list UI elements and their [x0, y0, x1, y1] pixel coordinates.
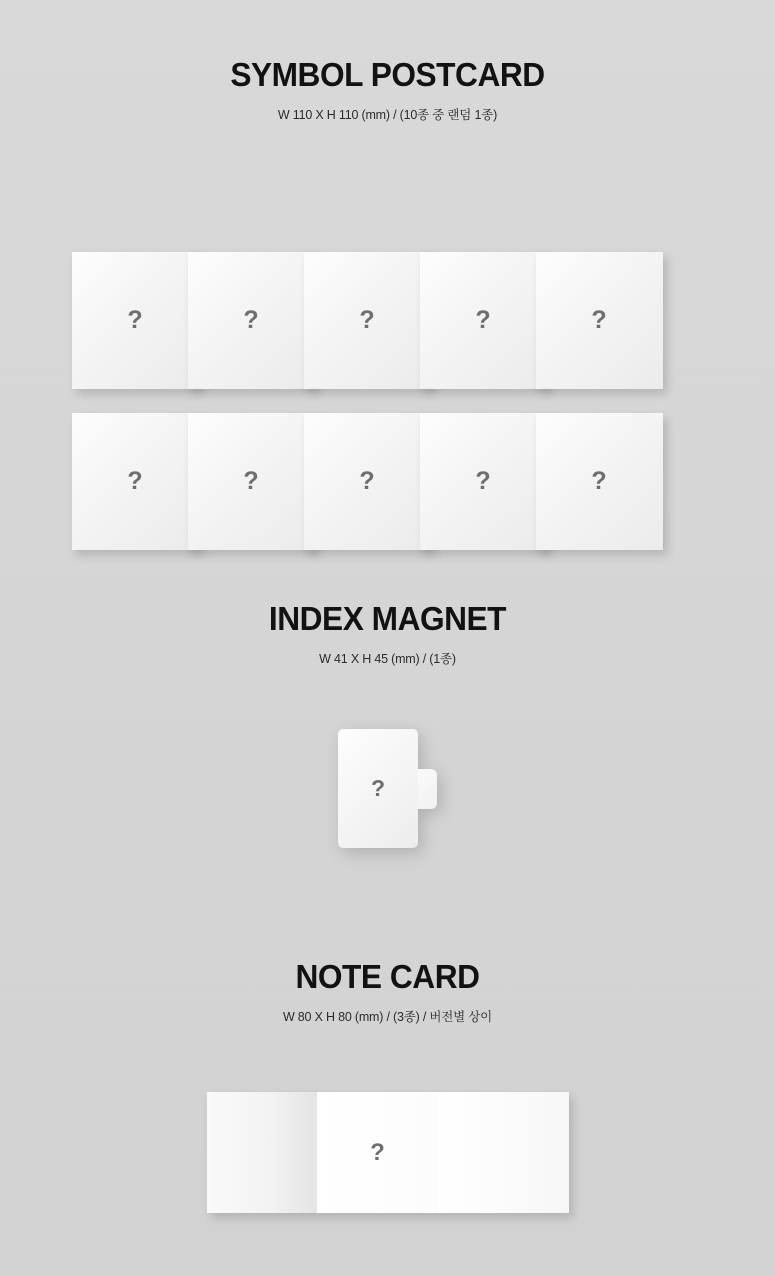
index-magnet-spec: W 41 X H 45 (mm) / (1종) [319, 652, 456, 666]
postcard-item [420, 252, 547, 389]
note-card-item [207, 1092, 569, 1213]
postcard-item [304, 413, 431, 550]
postcard-item [420, 413, 547, 550]
placeholder-question-icon: ? [359, 306, 375, 334]
page-title-index-magnet: INDEX MAGNET [268, 600, 507, 637]
placeholder-question-icon: ? [243, 306, 259, 334]
placeholder-question-icon: ? [243, 467, 259, 495]
note-card-spec: W 80 X H 80 (mm) / (3종) / 버전별 상이 [282, 1010, 493, 1024]
postcard-row [72, 252, 704, 392]
symbol-postcard-spec: W 110 X H 110 (mm) / (10종 중 랜덤 1종) [277, 108, 498, 122]
note-card-gallery [0, 1092, 775, 1213]
placeholder-question-icon: ? [475, 306, 491, 334]
placeholder-question-icon: ? [127, 306, 143, 334]
placeholder-question-icon: ? [370, 775, 386, 801]
postcard-item [188, 252, 315, 389]
postcard-row [72, 413, 704, 553]
postcard-item [188, 413, 315, 550]
note-card-right-panel [439, 1092, 569, 1213]
placeholder-question-icon: ? [475, 467, 491, 495]
placeholder-question-icon: ? [127, 467, 143, 495]
postcard-item [72, 413, 199, 550]
postcard-item [72, 252, 199, 389]
note-card-center-panel [317, 1092, 439, 1213]
symbol-postcard-gallery [0, 252, 775, 553]
page-title-note-card: NOTE CARD [295, 958, 480, 995]
placeholder-question-icon: ? [591, 467, 607, 495]
postcard-item [304, 252, 431, 389]
page-title-symbol-postcard: SYMBOL POSTCARD [230, 56, 545, 93]
magnet-body [338, 729, 418, 848]
postcard-item [536, 413, 663, 550]
note-card-left-panel [207, 1092, 317, 1213]
index-magnet-item [338, 729, 437, 848]
note-card-section [0, 958, 775, 1166]
index-magnet-gallery [0, 729, 775, 848]
placeholder-question-icon: ? [359, 467, 375, 495]
index-magnet-section [0, 600, 775, 801]
symbol-postcard-section [0, 56, 775, 495]
postcard-item [536, 252, 663, 389]
placeholder-question-icon: ? [370, 1138, 385, 1166]
placeholder-question-icon: ? [591, 306, 607, 334]
